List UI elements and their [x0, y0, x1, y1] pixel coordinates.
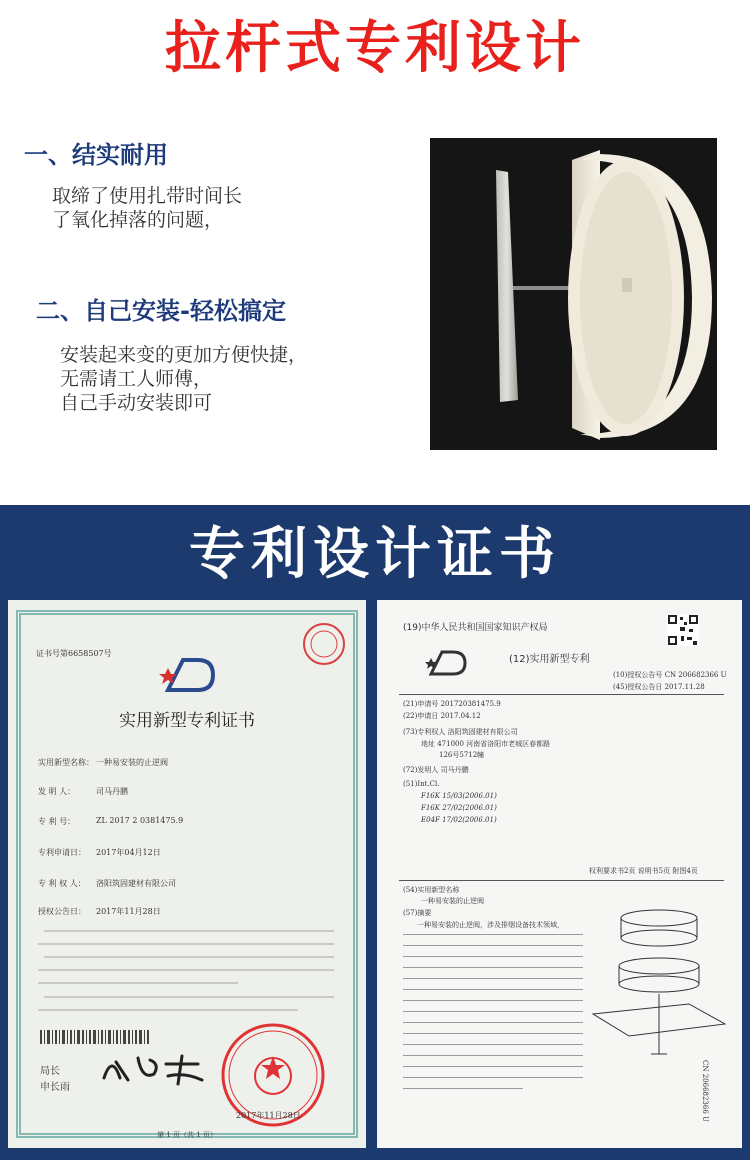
sign-date: 2017年11月28日 [236, 1111, 301, 1120]
seal-stamp-icon [300, 620, 348, 668]
body-text-line [44, 930, 334, 932]
abstract-text-line [403, 967, 583, 968]
patent-office-logo-icon [158, 650, 218, 695]
holder-value: 洛阳筑固建材有限公司 [96, 879, 176, 888]
abstract-text-line [403, 989, 583, 990]
abstract-text-line [403, 956, 583, 957]
abstract-label: (57)摘要 [403, 909, 432, 917]
abstract-text-line [403, 1077, 583, 1078]
classification-3: E04F 17/02(2006.01) [421, 816, 497, 824]
address-line-1: 地址 471000 河南省洛阳市老城区春都路 [421, 740, 551, 748]
abstract-text-line [403, 1066, 583, 1067]
body-text-line [38, 969, 334, 971]
classification-2: F16K 27/02(2006.01) [421, 804, 497, 812]
abstract-text-line [403, 934, 583, 935]
director-label: 局长 [40, 1066, 60, 1077]
grant-date-value: 2017年11月28日 [96, 907, 161, 916]
feature-1-line-1: 取缔了使用扎带时间长 [52, 185, 243, 207]
abstract-text-line [403, 1011, 583, 1012]
director-name: 申长雨 [40, 1082, 70, 1093]
abstract-text-line [403, 1055, 583, 1056]
grant-date-label: 授权公告日： [38, 907, 86, 916]
feature-2-line-3: 自己手动安装即可 [60, 392, 213, 414]
application-date: (22)申请日 2017.04.12 [403, 712, 481, 720]
abstract-text-line [403, 945, 583, 946]
body-text-line [38, 982, 238, 984]
divider [399, 880, 724, 881]
divider [399, 694, 724, 695]
feature-1-heading: 一、结实耐用 [24, 141, 168, 169]
abstract-text-line [403, 1044, 583, 1045]
apply-date-value: 2017年04月12日 [96, 848, 161, 857]
publication-date: (45)授权公告日 2017.11.28 [613, 683, 705, 691]
abstract-text-line [403, 1033, 583, 1034]
inventor: (72)发明人 司马丹鹏 [403, 766, 469, 774]
name-value: 一种易安装的止逆阀 [96, 758, 168, 767]
feature-2-line-1: 安装起来变的更加方便快捷， [60, 344, 308, 366]
utility-model-name-value: 一种易安装的止逆阀 [421, 897, 484, 905]
patent-number-label: 专 利 号： [38, 817, 76, 826]
name-label: 实用新型名称： [38, 758, 94, 767]
feature-2-line-2: 无需请工人师傅， [60, 368, 213, 390]
publication-number: (10)授权公告号 CN 206682366 U [613, 671, 727, 679]
qr-code-icon [667, 614, 699, 646]
body-text-line [38, 943, 334, 945]
body-text-line [38, 1009, 298, 1011]
apply-date-label: 专利申请日： [38, 848, 86, 857]
page-indicator: 第 1 页（共 1 页） [157, 1131, 217, 1139]
certificate-title: 实用新型专利证书 [119, 711, 255, 731]
patent-certificate [8, 600, 366, 1148]
valve-drawing-icon [589, 904, 729, 1064]
top-section [0, 0, 750, 505]
utility-model-name-label: (54)实用新型名称 [403, 886, 460, 894]
certificate-section-title: 专利设计证书 [189, 522, 561, 587]
signature-icon [98, 1050, 208, 1090]
patent-holder: (73)专利权人 洛阳筑固建材有限公司 [403, 728, 518, 736]
page-counts: 权利要求书2页 说明书5页 附图4页 [589, 867, 698, 875]
abstract-text-line [403, 978, 583, 979]
body-text-line [44, 956, 334, 958]
patent-document [377, 600, 742, 1148]
cert-number: 证书号第6658507号 [36, 649, 112, 658]
abstract-text-line [403, 1000, 583, 1001]
office-name: (19)中华人民共和国国家知识产权局 [403, 623, 548, 633]
abstract-text-line [403, 1022, 583, 1023]
classification-1: F16K 15/03(2006.01) [421, 792, 497, 800]
page-title: 拉杆式专利设计 [165, 16, 585, 81]
feature-1-line-2: 了氧化掉落的问题， [52, 209, 224, 231]
product-photo [430, 138, 717, 450]
feature-2-heading: 二、自己安装-轻松搞定 [36, 297, 286, 325]
valve-product-image [430, 138, 717, 450]
cn-side-number: CN 206682366 U [701, 1060, 709, 1122]
abstract-text-line [403, 1088, 523, 1089]
barcode-icon [40, 1030, 150, 1044]
int-cl: (51)Int.Cl. [403, 780, 440, 788]
abstract-first-line: 一种易安装的止逆阀，涉及排烟设备技术领域， [417, 921, 564, 929]
inventor-label: 发 明 人： [38, 787, 76, 796]
document-type: (12)实用新型专利 [509, 654, 590, 665]
patent-number-value: ZL 2017 2 0381475.9 [96, 816, 184, 825]
address-line-2: 126号5712幢 [439, 751, 485, 759]
body-text-line [44, 996, 334, 998]
holder-label: 专 利 权 人： [38, 879, 86, 888]
application-number: (21)申请号 201720381475.9 [403, 700, 501, 708]
patent-office-logo-icon [423, 644, 469, 678]
inventor-value: 司马丹鹏 [96, 787, 128, 796]
